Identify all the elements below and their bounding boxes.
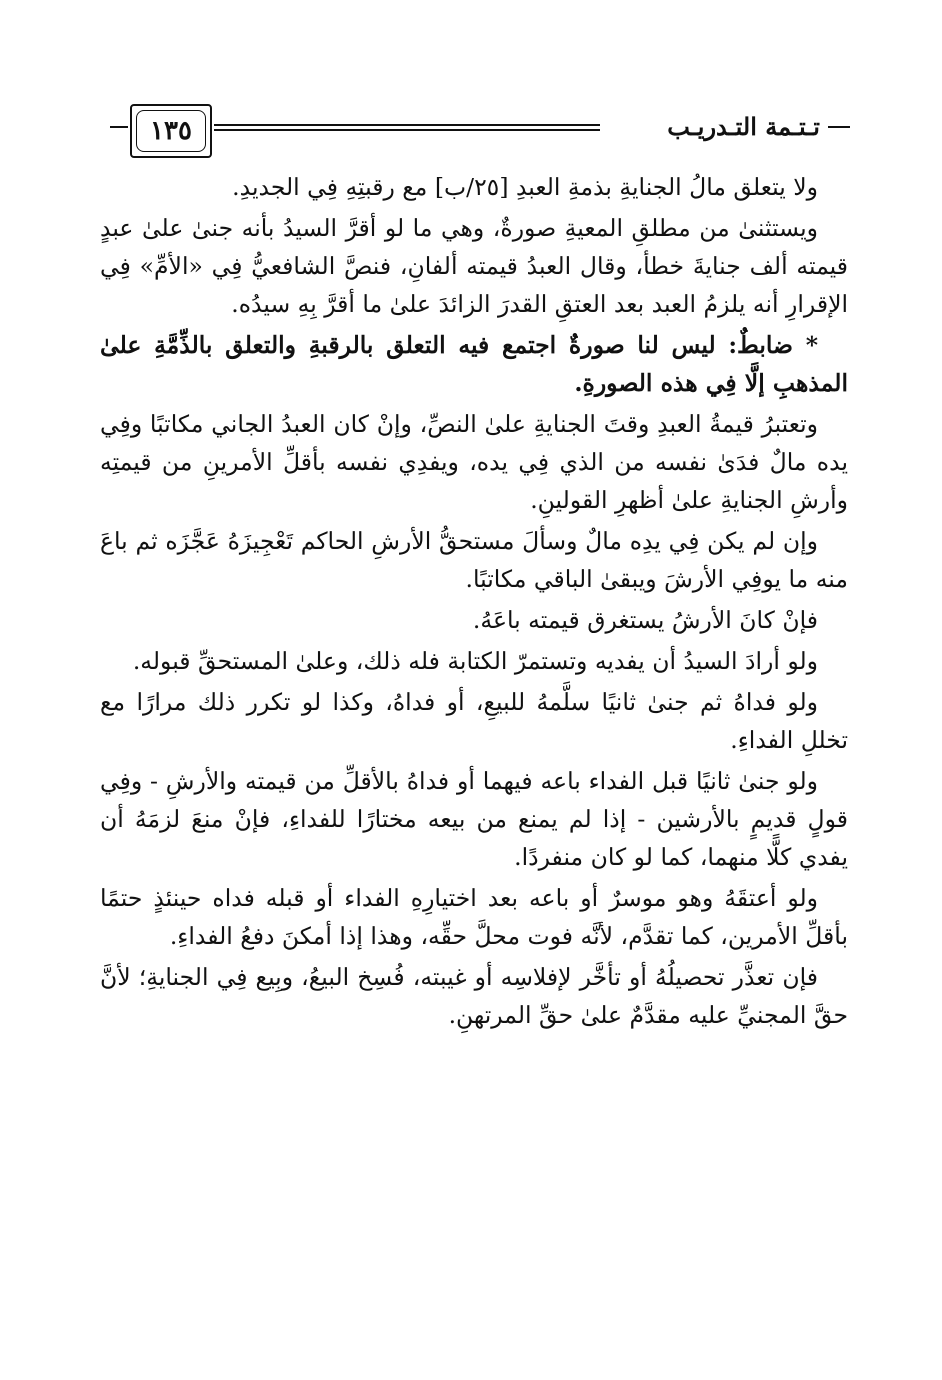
page-number: ١٣٥: [136, 110, 206, 152]
header-rule-left: [110, 126, 128, 128]
page-body: [100, 168, 848, 1037]
page-header: [110, 98, 850, 160]
header-rule-right: [828, 126, 850, 128]
paragraph-1: ولا يتعلق مالُ الجنايةِ بذمةِ العبدِ [٢٥/ب] مع رقبتِهِ فِي الجديدِ.: [232, 173, 818, 201]
paragraph-rule: * ضابطٌ: ليس لنا صورةٌ اجتمع فيه التعلق بالرقبةِ والتعلق بالذِّمَّةِ علىٰ المذهبِ إلَّا فِي هذه الصورةِ.: [100, 331, 848, 397]
running-title: تـتـمة التـدريـب: [667, 112, 820, 141]
paragraph-10: ولو أعتقَهُ وهو موسرٌ أو باعه بعد اختيارِهِ الفداء أو قبله فداه حينئذٍ حتمًا بأقلِّ الأمرين، كما تقدَّم، لأنَّه فوت محلَّ حقِّه، وهذا إذا أمكنَ دفعُ الفداءِ.: [100, 884, 848, 950]
paragraph-8: ولو فداهُ ثم جنىٰ ثانيًا سلَّمهُ للبيعِ، أو فداهُ، وكذا لو تكرر ذلك مرارًا مع تخللِ الفداءِ.: [100, 688, 848, 754]
page-number-frame: [130, 104, 212, 158]
header-rule-double: [214, 124, 600, 131]
paragraph-2: ويستثنىٰ من مطلقِ المعيةِ صورةٌ، وهي ما لو أقرَّ السيدُ بأنه جنىٰ علىٰ عبدٍ قيمته ألف جنايةَ خطأ، وقال العبدُ قيمته ألفانِ، فنصَّ الشافعيُّ فِي «الأمِّ» فِي الإقرارِ أنه يلزمُ العبد بعد العتقِ القدرَ الزائدَ علىٰ ما أقرَّ بِهِ سيدُه.: [100, 214, 848, 318]
paragraph-7: ولو أرادَ السيدُ أن يفديه وتستمرّ الكتابة فله ذلك، وعلىٰ المستحقِّ قبوله.: [132, 647, 818, 675]
paragraph-5: وإن لم يكن فِي يدِه مالٌ وسألَ مستحقُّ الأرشِ الحاكم تَعْجِيزَهُ عَجَّزَه ثم باعَ منه ما يوفِي الأرشَ ويبقىٰ الباقي مكاتبًا.: [100, 527, 848, 593]
paragraph-6: فإنْ كانَ الأرشُ يستغرق قيمته باعَهُ.: [472, 606, 818, 634]
paragraph-4: وتعتبرُ قيمةُ العبدِ وقتَ الجنايةِ علىٰ النصِّ، وإنْ كان العبدُ الجاني مكاتبًا وفِي يده مالٌ فدَىٰ نفسه من الذي فِي يده، ويفدِي نفسه بأقلِّ الأمرينِ من قيمتِه وأرشِ الجنايةِ علىٰ أظهرِ القولينِ.: [100, 410, 848, 514]
paragraph-11: فإن تعذَّر تحصيلُهُ أو تأخَّر لإفلاسِه أو غيبته، فُسِخ البيعُ، وبِيع فِي الجنايةِ؛ لأنَّ حقَّ المجنيِّ عليه مقدَّمٌ علىٰ حقِّ المرتهنِ.: [100, 963, 848, 1029]
paragraph-9: ولو جنىٰ ثانيًا قبل الفداء باعه فيهما أو فداهُ بالأقلِّ من قيمته والأرشِ - وفِي قولٍ قديمٍ بالأرشين - إذا لم يمنع من بيعه مختارًا للفداءِ، فإنْ منعَ لزمَهُ أن يفدي كلًّا منهما، كما لو كان منفردًا.: [100, 767, 848, 871]
